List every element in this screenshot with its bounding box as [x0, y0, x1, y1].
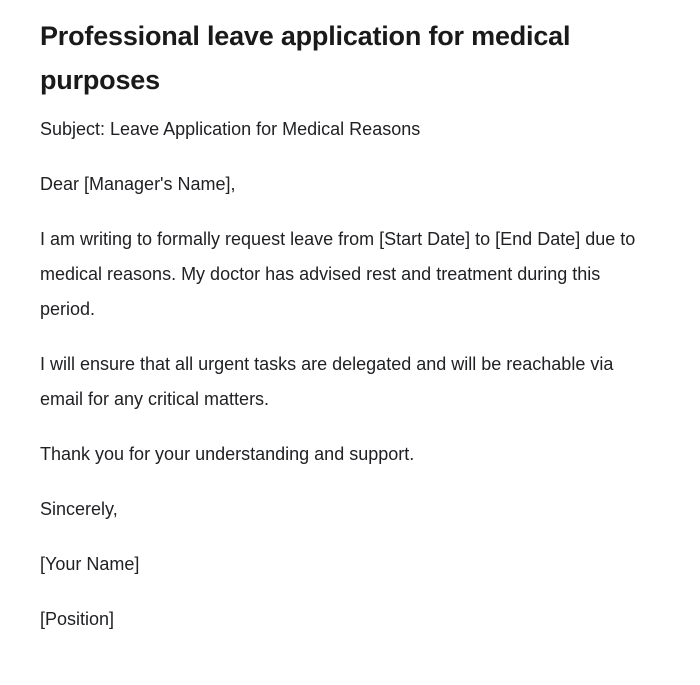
page-title: Professional leave application for medical purposes — [40, 21, 571, 95]
signature-position: [Position] — [40, 609, 115, 629]
subject-line: Subject: Leave Application for Medical Reasons — [40, 119, 421, 139]
leave-application-letter — [40, 14, 650, 637]
salutation: Dear [Manager's Name], — [40, 174, 236, 194]
signature-name: [Your Name] — [40, 554, 140, 574]
sign-off: Sincerely, — [40, 499, 118, 519]
closing-thanks: Thank you for your understanding and support. — [40, 444, 415, 464]
body-paragraph-2: I will ensure that all urgent tasks are delegated and will be reachable via email for any critical matters. — [40, 354, 614, 409]
body-paragraph-1: I am writing to formally request leave from [Start Date] to [End Date] due to medical reasons. My doctor has advised rest and treatment during this period. — [40, 229, 636, 319]
